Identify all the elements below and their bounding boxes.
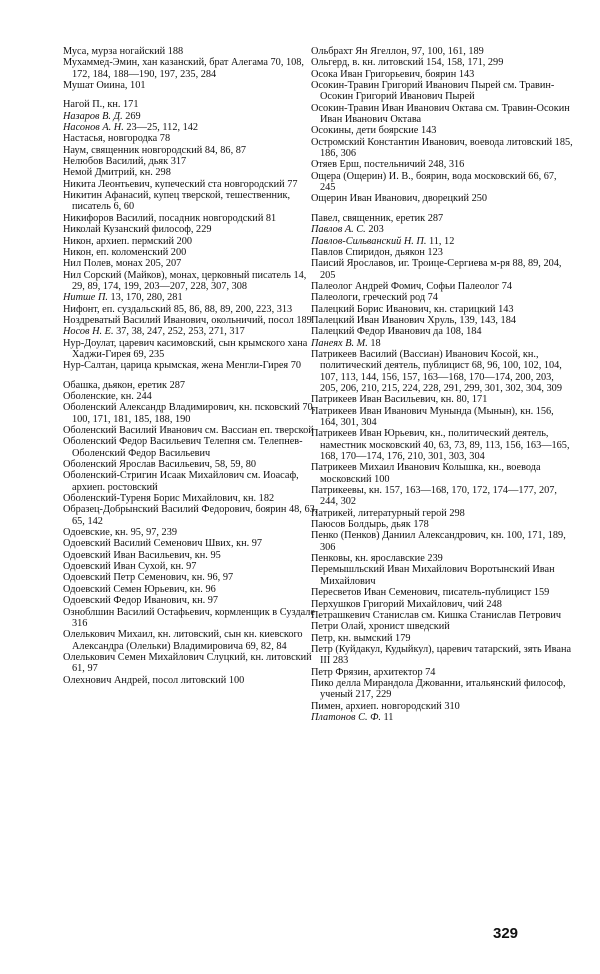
index-entry: Оболенский Александр Владимирович, кн. псковский 70, 100, 171, 181, 185, 188, 190 <box>63 402 316 425</box>
index-entry: Осокины, дети боярские 143 <box>311 125 437 137</box>
index-entry: Муса, мурза ногайский 188 <box>63 46 184 57</box>
index-entry: Патрикей, литературный герой 298 <box>311 507 465 519</box>
index-entry: Осока Иван Григорьевич, боярин 143 <box>311 68 475 80</box>
index-entry: Нитше П. 13, 170, 280, 281 <box>63 292 183 304</box>
index-entry: Патрикеев Иван Юрьевич, кн., политический деятель, наместник московский 40, 63, 73, 89, 113, 156, 163—165, 168, 170—174, 176, 210, 301, 303, 304 <box>311 428 570 463</box>
index-entry: Обашка, дьякон, еретик 287 <box>63 379 186 391</box>
index-entry: Назаров В. Д. 269 <box>63 110 141 122</box>
index-entry: Нил Сорский (Майков), монах, церковный писатель 14, 29, 89, 174, 199, 203—207, 228, 307, 308 <box>63 269 307 292</box>
index-entry: Нагой П., кн. 171 <box>63 99 139 111</box>
index-entry: Пимен, архиеп. новгородский 310 <box>311 700 460 712</box>
index-entry: Мушат Оиина, 101 <box>63 80 146 92</box>
index-entry: Одоевский Василий Семенович Швих, кн. 97 <box>63 538 263 550</box>
right-index-column <box>311 46 573 723</box>
index-entry: Платонов С. Ф. 11 <box>311 711 394 723</box>
index-entry: Насонов А. Н. 23—25, 112, 142 <box>63 122 199 134</box>
index-entry: Палеологи, греческий род 74 <box>311 292 438 304</box>
index-entry: Пенко (Пенков) Даниил Александрович, кн. 100, 171, 189, 306 <box>311 530 566 553</box>
index-entry: Никон, еп. коломенский 200 <box>63 246 187 258</box>
index-entry: Патрикеев Михаил Иванович Колышка, кн., воевода московский 100 <box>311 462 541 485</box>
index-entry: Оболенский Василий Иванович см. Вассиан еп. тверской <box>63 425 314 436</box>
index-entry: Петр, кн. вымский 179 <box>311 632 411 644</box>
index-entry: Петр Фрязин, архитектор 74 <box>311 666 436 678</box>
page-number: 329 <box>493 925 519 942</box>
index-entry: Пересветов Иван Семенович, писатель-публицист 159 <box>311 587 550 599</box>
index-entry: Перемышльский Иван Михайлович Воротынский Иван Михайлович <box>311 564 555 587</box>
index-entry: Никифоров Василий, посадник новгородский 81 <box>63 212 277 224</box>
index-entry: Одоевский Иван Васильевич, кн. 95 <box>63 549 221 561</box>
index-entry: Павлов Спиридон, дьякон 123 <box>311 246 443 258</box>
index-entry: Ольгерд, в. кн. литовский 154, 158, 171, 299 <box>311 57 504 69</box>
index-entry: Перхушков Григорий Михайлович, чий 248 <box>311 598 502 610</box>
index-entry: Палецкий Иван Иванович Хруль, 139, 143, 184 <box>311 314 517 326</box>
index-entry: Патрикеевы, кн. 157, 163—168, 170, 172, 174—177, 207, 244, 302 <box>311 485 557 508</box>
index-entry: Озноблшин Василий Остафьевич, кормленщик в Суздале 316 <box>63 606 315 629</box>
index-entry: Мухаммед-Эмин, хан казанский, брат Алегама 70, 108, 172, 184, 188—190, 197, 235, 284 <box>63 57 304 80</box>
section-gap <box>63 372 318 380</box>
index-entry: Наум, священник новгородский 84, 86, 87 <box>63 144 247 156</box>
index-entry: Ощера (Ощерин) И. В., боярин, вода московский 66, 67, 245 <box>311 170 557 194</box>
index-entry: Отяев Ерш, постельничий 248, 316 <box>311 159 465 171</box>
index-entry: Осокин-Травин Иван Иванович Октава см. Травин-Осокин Иван Иванович Октава <box>311 102 570 126</box>
index-entry: Павел, священник, еретик 287 <box>311 212 444 224</box>
index-entry: Палецкий Федор Иванович да 108, 184 <box>311 326 482 338</box>
index-entry: Олехнович Андрей, посол литовский 100 <box>63 674 245 686</box>
index-entry: Одоевский Семен Юрьевич, кн. 96 <box>63 583 216 595</box>
left-index-column <box>63 46 318 686</box>
index-entry: Никон, архиеп. пермский 200 <box>63 235 193 247</box>
index-entry: Паюсов Болдырь, дьяк 178 <box>311 519 429 531</box>
index-entry: Оболенский-Туреня Борис Михайлович, кн. 182 <box>63 493 275 505</box>
index-entry: Патрикеев Иван Иванович Мунында (Мынын), кн. 156, 164, 301, 304 <box>311 405 554 428</box>
index-entry: Ноздреватый Василий Иванович, окольничий, посол 189 <box>63 314 312 326</box>
index-entry: Одоевский Петр Семенович, кн. 96, 97 <box>63 572 234 584</box>
index-entry: Оболенский Федор Васильевич Телепня см. Телепнев-Оболенский Федор Васильевич <box>63 436 303 459</box>
index-entry: Оболенские, кн. 244 <box>63 390 152 402</box>
index-entry: Паисий Ярославов, иг. Троице-Сергиева м-ря 88, 89, 204, 205 <box>311 258 562 281</box>
index-entry: Осокин-Травин Григорий Иванович Пырей см. Травин-Осокин Григорий Иванович Пырей <box>311 80 555 103</box>
index-entry: Нур-Салтан, царица крымская, жена Менгли-Гирея 70 <box>63 360 302 372</box>
index-entry: Пенковы, кн. ярославские 239 <box>311 553 443 565</box>
index-entry: Носов Н. Е. 37, 38, 247, 252, 253, 271, 317 <box>63 326 245 338</box>
index-entry: Немой Дмитрий, кн. 298 <box>63 167 171 179</box>
index-entry: Палеолог Андрей Фомич, Софьи Палеолог 74 <box>311 280 513 292</box>
index-entry: Патрикеев Василий (Вассиан) Иванович Косой, кн., политический деятель, публицист 68, 96, 100, 102, 104, 107, 113, 144, 156, 157, 163—168, 170—174, 200, 203, 205, 206, 210, 215, 224, 228, 291, 299, 301, 302, 304, 309 <box>311 348 562 394</box>
index-entry: Павлов-Сильванский Н. П. 11, 12 <box>311 235 455 247</box>
section-gap <box>63 91 318 99</box>
index-entry: Петр (Куйдакул, Кудыйкул), царевич татарский, зять Ивана III 283 <box>311 643 572 667</box>
index-entry: Нифонт, еп. суздальский 85, 86, 88, 89, 200, 223, 313 <box>63 303 293 315</box>
index-entry: Ольбрахт Ян Ягеллон, 97, 100, 161, 189 <box>311 46 484 57</box>
index-entry: Олелькович Михаил, кн. литовский, сын кн. киевского Александра (Олельки) Владимировича 69, 82, 84 <box>63 629 303 652</box>
index-entry: Нур-Доулат, царевич касимовский, сын крымского хана Хаджи-Гирея 69, 235 <box>63 337 308 360</box>
index-entry: Оболенский-Стригин Исаак Михайлович см. Иоасаф, архиеп. ростовский <box>63 470 299 493</box>
index-entry: Панеях В. М. 18 <box>311 337 381 349</box>
index-entry: Павлов А. С. 203 <box>311 224 384 236</box>
index-entry: Патрикеев Иван Васильевич, кн. 80, 171 <box>311 394 488 406</box>
index-entry: Образец-Добрынский Василий Федорович, боярин 48, 63, 65, 142 <box>63 504 318 527</box>
index-entry: Петрашкевич Станислав см. Кишка Станислав Петрович <box>311 609 562 621</box>
index-entry: Оболенский Ярослав Васильевич, 58, 59, 80 <box>63 459 257 471</box>
index-entry: Олелькович Семен Михайлович Слуцкий, кн. литовский 61, 97 <box>63 651 312 675</box>
index-entry: Одоевский Федор Иванович, кн. 97 <box>63 595 219 607</box>
index-entry: Петри Олай, хронист шведский <box>311 621 450 633</box>
index-entry: Нил Полев, монах 205, 207 <box>63 258 182 270</box>
index-entry: Остромский Константин Иванович, воевода литовский 185, 186, 306 <box>311 136 573 160</box>
index-entry: Одоевский Иван Сухой, кн. 97 <box>63 561 197 573</box>
index-entry: Одоевские, кн. 95, 97, 239 <box>63 527 177 539</box>
index-entry: Палецкий Борис Иванович, кн. старицкий 143 <box>311 303 514 315</box>
index-entry: Пико делла Мирандола Джованни, итальянский философ, ученый 217, 229 <box>311 677 566 701</box>
index-entry: Никитин Афанасий, купец тверской, тешественник, писатель 6, 60 <box>63 190 291 213</box>
section-gap <box>311 205 573 213</box>
index-entry: Никита Леонтьевич, купеческий ста новгородский 77 <box>63 178 298 190</box>
index-entry: Ощерин Иван Иванович, дворецкий 250 <box>311 193 488 205</box>
index-entry: Нелюбов Василий, дьяк 317 <box>63 156 187 168</box>
index-entry: Николай Кузанский философ, 229 <box>63 224 212 236</box>
index-entry: Настасья, новгородка 78 <box>63 133 171 145</box>
